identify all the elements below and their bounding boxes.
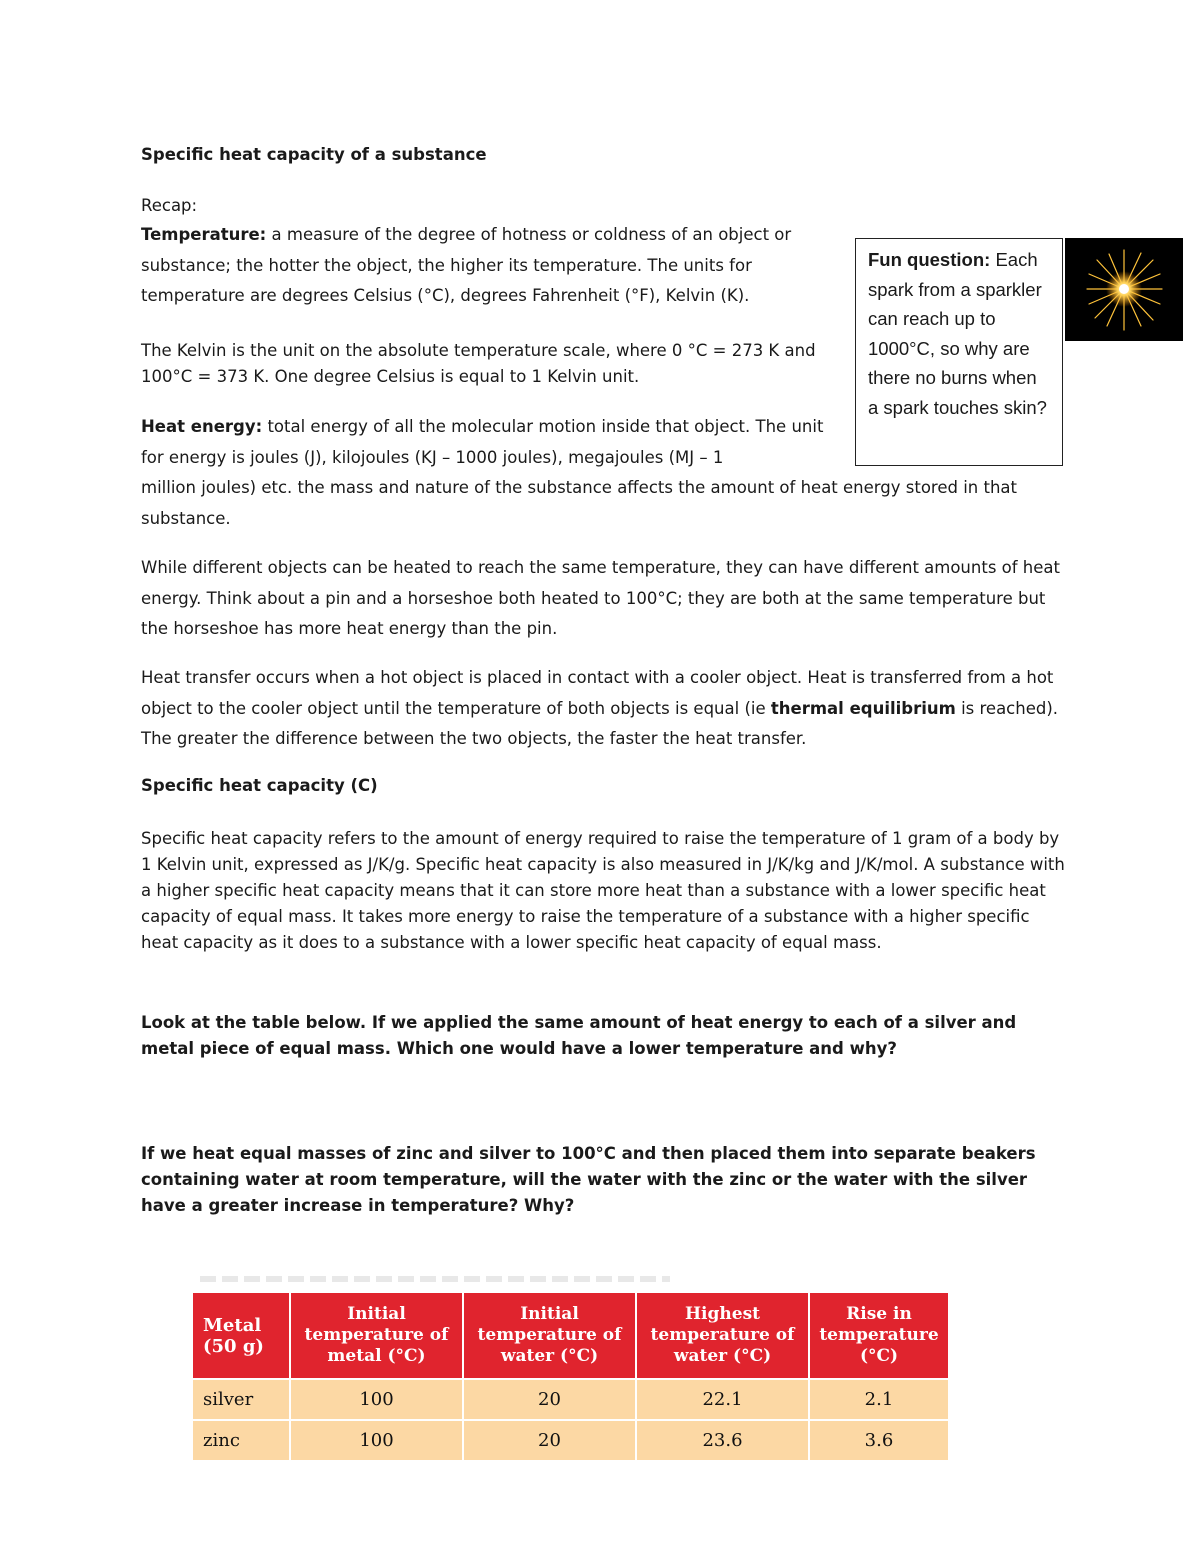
- table-cell: 100: [290, 1379, 463, 1420]
- table-header-cell: Metal (50 g): [193, 1293, 290, 1379]
- temperature-term: Temperature:: [141, 225, 267, 244]
- table-cell: 3.6: [809, 1420, 948, 1460]
- table-cell: 20: [463, 1420, 636, 1460]
- table-cell: 23.6: [636, 1420, 809, 1460]
- thermal-equilibrium-term: thermal equilibrium: [770, 698, 956, 718]
- objects-paragraph: While different objects can be heated to reach the same temperature, they can have different amounts of heat energy. Think about a pin and a horseshoe both heated to 100°C; they are both at the same temperature but the horseshoe has more heat energy than the pin.: [141, 558, 1060, 638]
- question-1: Look at the table below. If we applied the same amount of heat energy to each of a silver and metal piece of equal mass. Which one would have a lower temperature and why?: [141, 1013, 1017, 1058]
- table-header-cell: Initial temperature of water (°C): [463, 1293, 636, 1379]
- fun-question-text: Each spark from a sparkler can reach up to 1000°C, so why are there no burns when a spark touches skin?: [868, 249, 1047, 418]
- heat-energy-continued: million joules) etc. the mass and nature of the substance affects the amount of heat energy stored in that substance.: [141, 478, 1017, 528]
- table-cell: zinc: [193, 1420, 290, 1460]
- table-cell: 20: [463, 1379, 636, 1420]
- kelvin-paragraph: The Kelvin is the unit on the absolute temperature scale, where 0 °C = 273 K and 100°C = 373 K. One degree Celsius is equal to 1 Kelvin unit.: [141, 341, 816, 386]
- shc-paragraph: Specific heat capacity refers to the amount of energy required to raise the temperature of 1 gram of a body by 1 Kelvin unit, expressed as J/K/g. Specific heat capacity is also measured in J/K/kg and J/K/mol. A substance with a higher specific heat capacity means that it can store more heat than a substance with a lower specific heat capacity of equal mass. It takes more energy to raise the temperature of a substance with a higher specific heat capacity as it does to a substance with a lower specific heat capacity of equal mass.: [141, 829, 1065, 952]
- table-cell: silver: [193, 1379, 290, 1420]
- heat-transfer-text-end: is reached). The greater the difference between the two objects, the faster the heat transfer.: [141, 698, 1059, 748]
- table-row: [193, 1379, 948, 1420]
- temperature-paragraph: [141, 220, 831, 312]
- question-2: If we heat equal masses of zinc and silver to 100°C and then placed them into separate beakers containing water at room temperature, will the water with the zinc or the water with the silver have a greater increase in temperature? Why?: [141, 1144, 1036, 1215]
- shc-heading: Specific heat capacity (C): [141, 776, 378, 795]
- table-cell: 22.1: [636, 1379, 809, 1420]
- sparkler-image: [1065, 238, 1183, 341]
- heat-energy-paragraph: [141, 412, 831, 473]
- faint-caption-line: [200, 1276, 670, 1282]
- heat-energy-term: Heat energy:: [141, 417, 263, 436]
- heat-transfer-paragraph: [141, 663, 1071, 755]
- heat-transfer-text: Heat transfer occurs when a hot object is placed in contact with a cooler object. Heat is transferred from a hot object to the cooler object until the temperature of both objects is equal (ie: [141, 668, 1054, 718]
- table-header-row: [193, 1293, 948, 1379]
- table-header-cell: Rise in temperature (°C): [809, 1293, 948, 1379]
- table-cell: 100: [290, 1420, 463, 1460]
- table-cell: 2.1: [809, 1379, 948, 1420]
- sparkler-icon: [1065, 238, 1183, 341]
- table-row: [193, 1420, 948, 1460]
- recap-label: Recap:: [141, 196, 198, 215]
- metal-temperature-table: [193, 1293, 948, 1460]
- fun-question-label: Fun question:: [868, 249, 991, 270]
- fun-question-box: [855, 238, 1063, 466]
- temperature-definition: a measure of the degree of hotness or coldness of an object or substance; the hotter the object, the higher its temperature. The units for temperature are degrees Celsius (°C), degrees Fahrenheit (°F), Kelvin (K).: [141, 225, 792, 305]
- heat-energy-definition: total energy of all the molecular motion inside that object. The unit for energy is joules (J), kilojoules (KJ – 1000 joules), megajoules (MJ – 1: [141, 417, 824, 467]
- table-header-cell: Initial temperature of metal (°C): [290, 1293, 463, 1379]
- table-header-cell: Highest temperature of water (°C): [636, 1293, 809, 1379]
- doc-title: Specific heat capacity of a substance: [141, 145, 487, 164]
